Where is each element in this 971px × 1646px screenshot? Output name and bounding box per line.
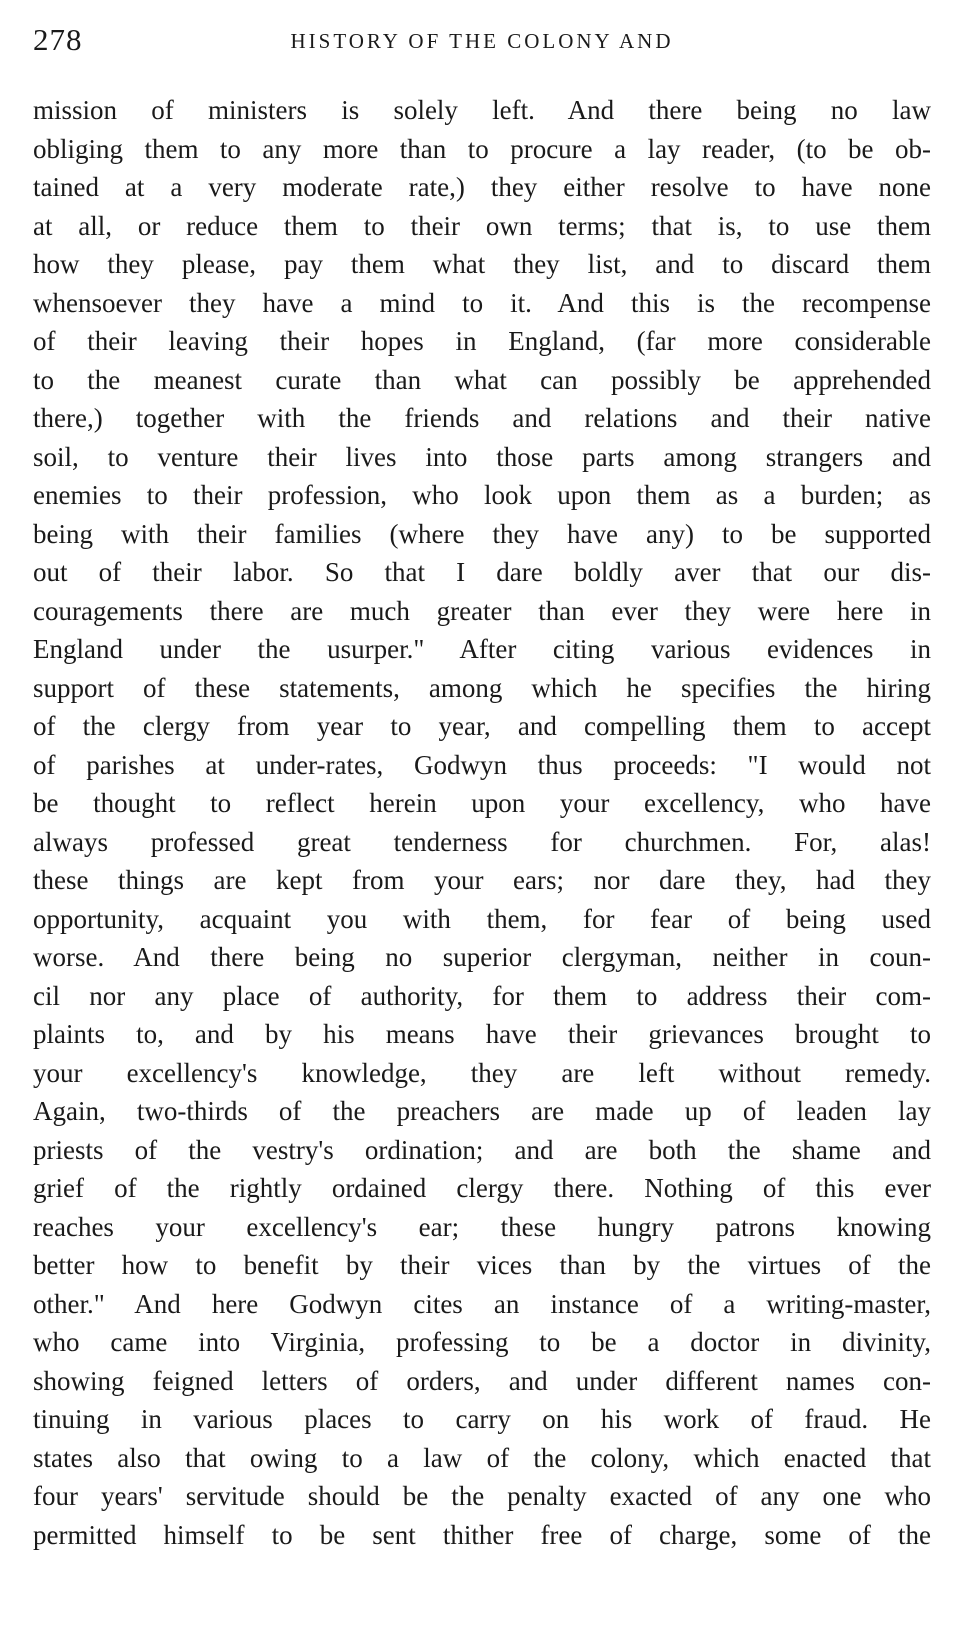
text-line: mission of ministers is solely left. And there being no law <box>33 95 931 125</box>
text-line: of parishes at under-rates, Godwyn thus proceeds: "I would not <box>33 749 931 780</box>
text-line: Again, two-thirds of the preachers are made up of leaden lay <box>33 1096 931 1126</box>
text-line: be thought to reflect herein upon your excellency, who have <box>33 788 931 818</box>
text-line: support of these statements, among which he specifies the hiring <box>33 672 931 703</box>
text-line: opportunity, acquaint you with them, for fear of being used <box>33 903 931 934</box>
page-header <box>33 22 931 62</box>
text-line: showing feigned letters of orders, and under different names con- <box>33 1365 931 1396</box>
text-line: better how to benefit by their vices than by the virtues of the <box>33 1250 931 1280</box>
text-line: England under the usurper." After citing various evidences in <box>33 634 931 664</box>
running-head: HISTORY OF THE COLONY AND <box>290 29 674 53</box>
text-line: out of their labor. So that I dare boldly aver that our dis- <box>33 557 931 587</box>
text-line: other." And here Godwyn cites an instance of a writing-master, <box>33 1288 931 1319</box>
text-line: soil, to venture their lives into those parts among strangers and <box>33 441 931 472</box>
text-line: plaints to, and by his means have their grievances brought to <box>33 1019 931 1049</box>
text-line: cil nor any place of authority, for them to address their com- <box>33 980 931 1011</box>
text-line: how they please, pay them what they list, and to discard them <box>33 249 931 279</box>
text-line: who came into Virginia, professing to be a doctor in divinity, <box>33 1327 931 1357</box>
text-line: these things are kept from your ears; nor dare they, had they <box>33 865 931 895</box>
text-line: priests of the vestry's ordination; and are both the shame and <box>33 1134 931 1165</box>
page-number: 278 <box>33 22 83 57</box>
text-line: whensoever they have a mind to it. And this is the recompense <box>33 287 931 318</box>
text-line: tained at a very moderate rate,) they either resolve to have none <box>33 172 931 202</box>
text-line: there,) together with the friends and relations and their native <box>33 403 931 433</box>
text-line: of their leaving their hopes in England, (far more considerable <box>33 326 931 356</box>
text-line: obliging them to any more than to procure a lay reader, (to be ob- <box>33 133 931 164</box>
text-line: reaches your excellency's ear; these hungry patrons knowing <box>33 1211 931 1242</box>
text-line: states also that owing to a law of the colony, which enacted that <box>33 1442 931 1473</box>
text-line: worse. And there being no superior clergyman, neither in coun- <box>33 942 931 972</box>
text-line: always professed great tenderness for churchmen. For, alas! <box>33 826 931 857</box>
text-line: at all, or reduce them to their own terms; that is, to use them <box>33 210 931 241</box>
text-line: couragements there are much greater than ever they were here in <box>33 595 931 626</box>
text-line: being with their families (where they have any) to be supported <box>33 518 931 549</box>
body-text <box>33 91 931 1554</box>
text-line: grief of the rightly ordained clergy there. Nothing of this ever <box>33 1173 931 1203</box>
text-line: enemies to their profession, who look upon them as a burden; as <box>33 480 931 510</box>
text-line: tinuing in various places to carry on his work of fraud. He <box>33 1404 931 1434</box>
text-line: to the meanest curate than what can possibly be apprehended <box>33 364 931 395</box>
text-line: your excellency's knowledge, they are left without remedy. <box>33 1057 931 1088</box>
text-line: of the clergy from year to year, and compelling them to accept <box>33 711 931 741</box>
text-line: four years' servitude should be the penalty exacted of any one who <box>33 1481 931 1511</box>
text-line: permitted himself to be sent thither free of charge, some of the <box>33 1519 931 1550</box>
